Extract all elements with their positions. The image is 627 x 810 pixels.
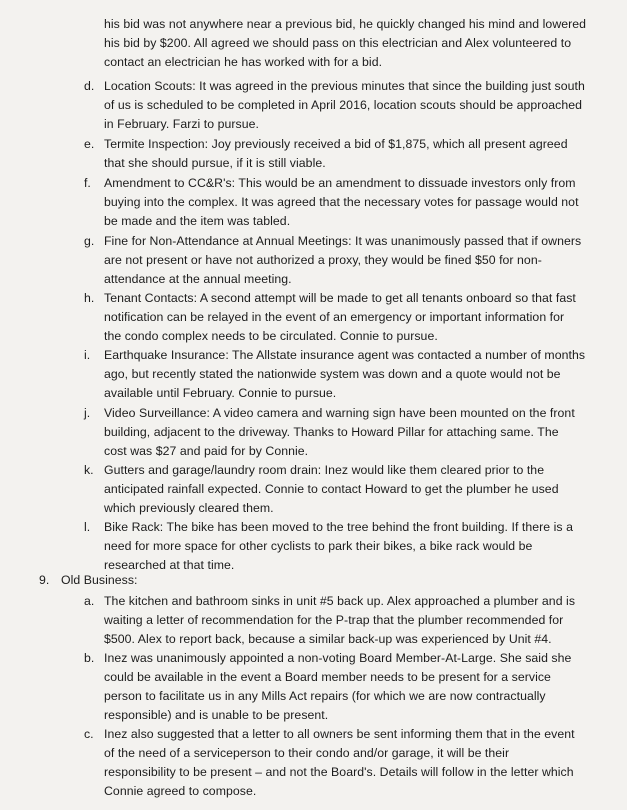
text-line: waiting a letter of recommendation for the P-trap that the plumber recommended for: [104, 613, 564, 627]
text-line: The kitchen and bathroom sinks in unit #5 back up. Alex approached a plumber and is: [104, 594, 576, 608]
text-line: building, adjacent to the driveway. Thanks to Howard Pillar for attaching same. The: [104, 425, 559, 439]
text-line: could be available in the event a Board member needs to be present for a service: [104, 670, 551, 684]
text-line: his bid was not anywhere near a previous bid, he quickly changed his mind and lowered: [104, 17, 587, 31]
text-line: of the need of a serviceperson to their condo and/or garage, it will be their: [104, 746, 510, 760]
text-line: cost was $27 and paid for by Connie.: [104, 444, 309, 458]
text-line: are not present or have not authorized a proxy, they would be fined $50 for non-: [104, 253, 542, 267]
text-line: in February. Farzi to pursue.: [104, 117, 259, 131]
text-line: Inez also suggested that a letter to all owners be sent informing them that in the event: [104, 727, 575, 741]
item-marker-d: d.: [84, 79, 95, 93]
text-line: the condo complex needs to be circulated. Connie to pursue.: [104, 329, 438, 343]
text-line: which previously cleared them.: [104, 501, 274, 515]
text-line: Bike Rack: The bike has been moved to the tree behind the front building. If there is a: [104, 520, 573, 534]
item-marker-a: a.: [84, 594, 95, 608]
text-line: responsibility to be present – and not the Board's. Details will follow in the letter which: [104, 765, 574, 779]
text-line: Gutters and garage/laundry room drain: Inez would like them cleared prior to the: [104, 463, 545, 477]
text-line: $500. Alex to report back, because a similar back-up was experienced by Unit #4.: [104, 632, 552, 646]
text-line: contact an electrician he has worked with for a bid.: [104, 55, 383, 69]
text-line: Connie agreed to compose.: [104, 784, 257, 798]
text-line: Location Scouts: It was agreed in the previous minutes that since the building just south: [104, 79, 585, 93]
text-line: of us is scheduled to be completed in April 2016, location scouts should be approached: [104, 98, 583, 112]
text-line: Earthquake Insurance: The Allstate insurance agent was contacted a number of months: [104, 348, 586, 362]
text-line: available until February. Connie to pursue.: [104, 386, 337, 400]
text-line: anticipated rainfall expected. Connie to contact Howard to get the plumber he used: [104, 482, 559, 496]
item-marker-k: k.: [84, 463, 94, 477]
text-line: need for more space for other cyclists to park their bikes, a bike rack would be: [104, 539, 533, 553]
text-line: Tenant Contacts: A second attempt will be made to get all tenants onboard so that fast: [104, 291, 576, 305]
section-title: Old Business:: [61, 573, 138, 587]
text-line: Fine for Non-Attendance at Annual Meetings: It was unanimously passed that if owners: [104, 234, 582, 248]
text-line: buying into the complex. It was agreed that the necessary votes for passage would not: [104, 195, 579, 209]
item-marker-f: f.: [84, 176, 91, 190]
item-marker-g: g.: [84, 234, 95, 248]
item-marker-i: i.: [84, 348, 91, 362]
item-marker-l: l.: [84, 520, 91, 534]
item-marker-b: b.: [84, 651, 95, 665]
text-line: ago, but recently stated the nationwide system was down and a quote would not be: [104, 367, 561, 381]
text-line: attendance at the annual meeting.: [104, 272, 292, 286]
text-line: researched at that time.: [104, 558, 235, 572]
text-line: Video Surveillance: A video camera and warning sign have been mounted on the front: [104, 406, 575, 420]
text-line: that she should pursue, if it is still viable.: [104, 156, 326, 170]
text-line: his bid by $200. All agreed we should pass on this electrician and Alex volunteered to: [104, 36, 572, 50]
item-marker-h: h.: [84, 291, 95, 305]
text-line: be made and the item was tabled.: [104, 214, 291, 228]
item-marker-c: c.: [84, 727, 94, 741]
text-line: person to facilitate us in any Mills Act repairs (for which we are now contractually: [104, 689, 546, 703]
item-marker-j: j.: [84, 406, 91, 420]
text-line: Inez was unanimously appointed a non-voting Board Member-At-Large. She said she: [104, 651, 572, 665]
text-line: Amendment to CC&R's: This would be an amendment to dissuade investors only from: [104, 176, 576, 190]
item-marker-e: e.: [84, 137, 95, 151]
text-line: notification can be relayed in the event of an emergency or important information for: [104, 310, 565, 324]
section-number: 9.: [39, 573, 50, 587]
text-line: responsible) and is unable to be present.: [104, 708, 329, 722]
text-line: Termite Inspection: Joy previously received a bid of $1,875, which all present agreed: [104, 137, 568, 151]
